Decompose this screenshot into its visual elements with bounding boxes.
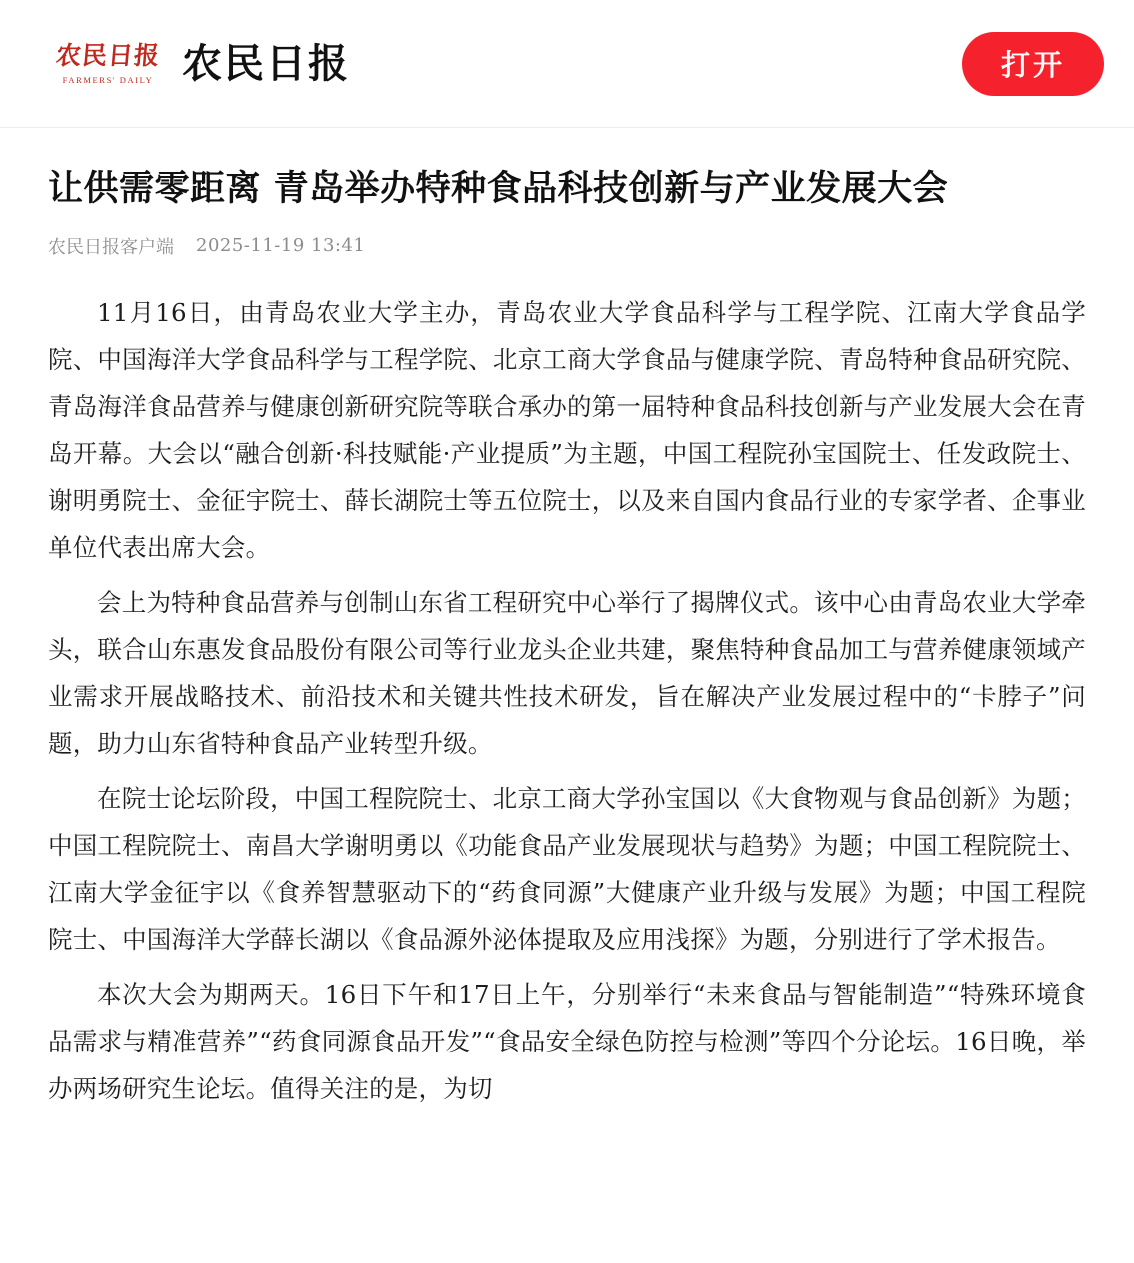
brand-block[interactable]: [56, 32, 962, 96]
farmers-daily-logo-icon: [56, 32, 160, 96]
open-app-button[interactable]: 打开: [962, 32, 1104, 96]
page-title: 让供需零距离 青岛举办特种食品科技创新与产业发展大会: [48, 168, 949, 209]
logo-chinese-text: 农民日报: [54, 40, 162, 70]
logo-english-text: FARMERS' DAILY: [62, 74, 154, 85]
article-timestamp: 2025-11-19 13:41: [196, 235, 366, 257]
article-container: [0, 128, 1134, 1112]
article-paragraph: 11月16日，由青岛农业大学主办，青岛农业大学食品科学与工程学院、江南大学食品学院、中国海洋大学食品科学与工程学院、北京工商大学食品与健康学院、青岛特种食品研究院、青岛海洋食品营养与健康创新研究院等联合承办的第一届特种食品科技创新与产业发展大会在青岛开幕。大会以“融合创新·科技赋能·产业提质”为主题，中国工程院孙宝国院士、任发政院士、谢明勇院士、金征宇院士、薛长湖院士等五位院士，以及来自国内食品行业的专家学者、企事业单位代表出席大会。: [48, 297, 1086, 562]
article-body: [48, 289, 1086, 1113]
article-paragraph: 本次大会为期两天。16日下午和17日上午，分别举行“未来食品与智能制造”“特殊环境食品需求与精准营养”“药食同源食品开发”“食品安全绿色防控与检测”等四个分论坛。16日晚，举办两场研究生论坛。值得关注的是，为切: [48, 980, 1086, 1104]
article-meta: [48, 233, 1086, 259]
app-header: [0, 0, 1134, 128]
article-paragraph: 在院士论坛阶段，中国工程院院士、北京工商大学孙宝国以《大食物观与食品创新》为题；中国工程院院士、南昌大学谢明勇以《功能食品产业发展现状与趋势》为题；中国工程院院士、江南大学金征宇以《食养智慧驱动下的“药食同源”大健康产业升级与发展》为题；中国工程院院士、中国海洋大学薛长湖以《食品源外泌体提取及应用浅探》为题，分别进行了学术报告。: [48, 784, 1086, 955]
article-source: 农民日报客户端: [48, 236, 174, 258]
article-paragraph: 会上为特种食品营养与创制山东省工程研究中心举行了揭牌仪式。该中心由青岛农业大学牵头，联合山东惠发食品股份有限公司等行业龙头企业共建，聚焦特种食品加工与营养健康领域产业需求开展战略技术、前沿技术和关键共性技术研发，旨在解决产业发展过程中的“卡脖子”问题，助力山东省特种食品产业转型升级。: [48, 587, 1086, 759]
brand-title: 农民日报: [182, 39, 350, 87]
